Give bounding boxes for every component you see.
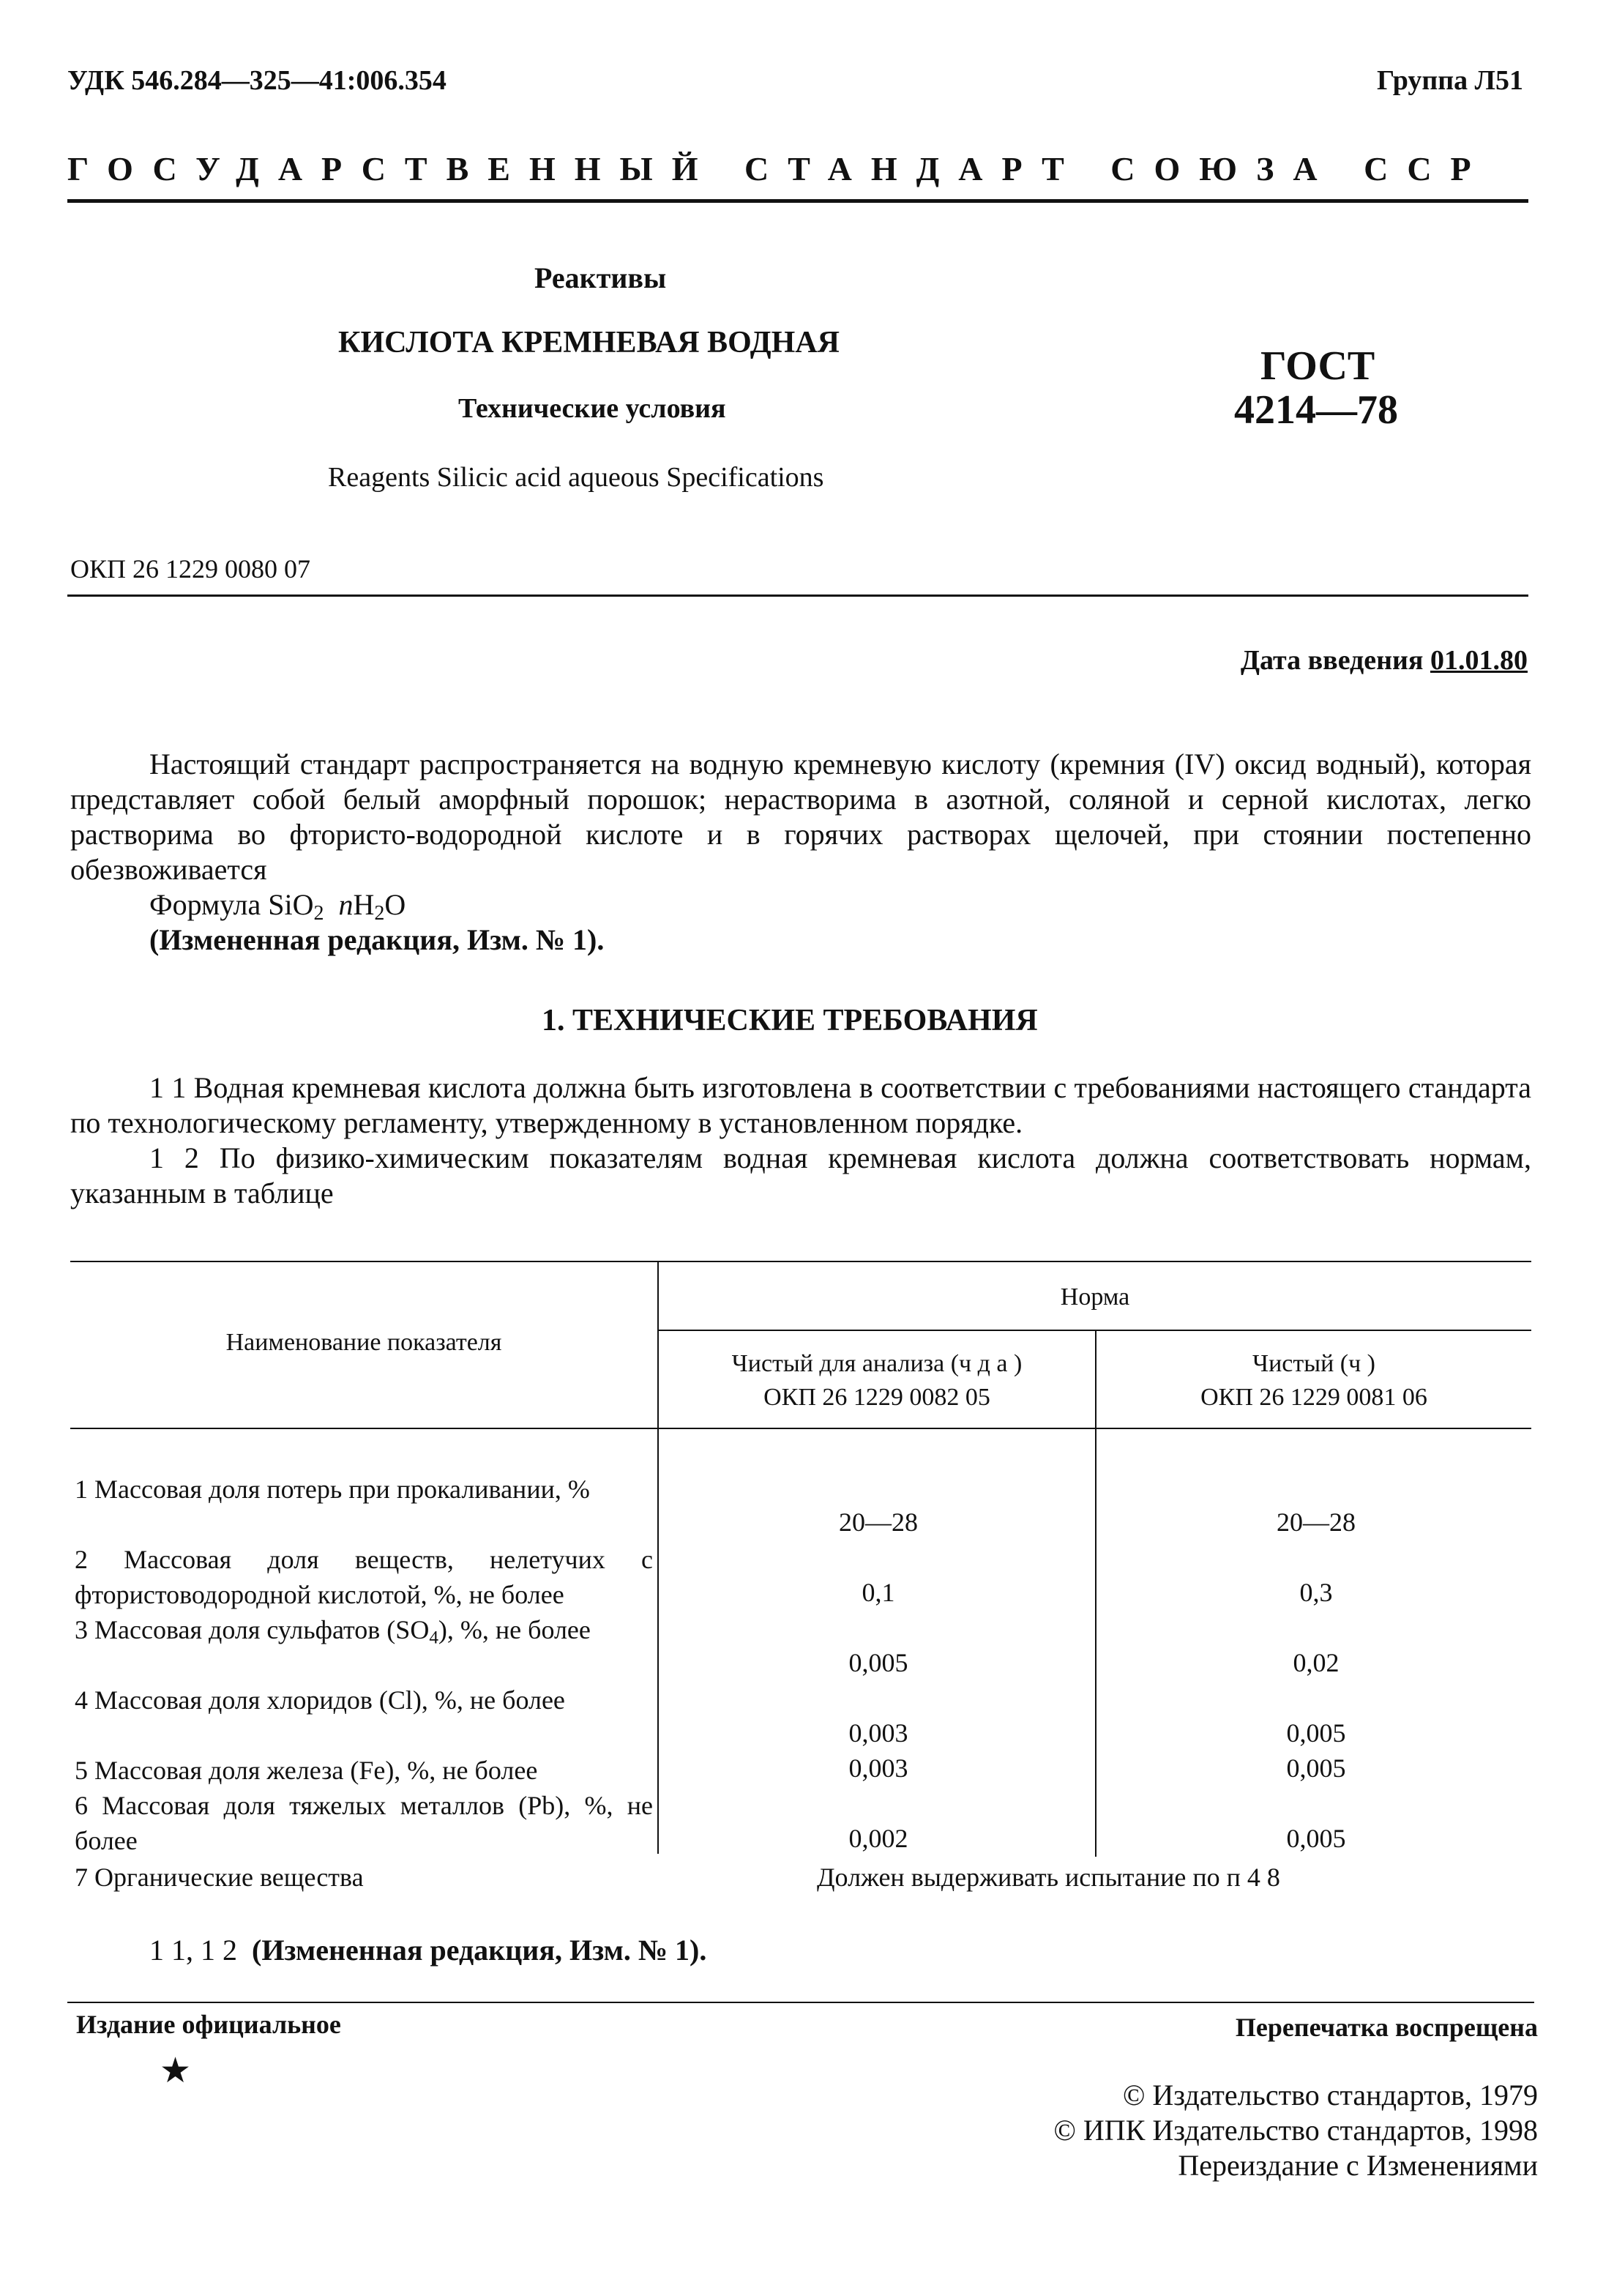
header-col-b-line2: ОКП 26 1229 0081 06 [1200, 1384, 1427, 1411]
intro-revision: (Измененная редакция, Изм. № 1). [149, 923, 605, 956]
formula-h-sub: 2 [374, 902, 385, 925]
table-row-2-name: 2 Массовая доля веществ, нелетучих с фтористоводородной кислотой, %, не более [75, 1545, 653, 1609]
section1-paragraphs [70, 1070, 1531, 1211]
paragraph-1-2: 1 2 По физико-химическим показателям водная кремневая кислота должна соответствовать нормам, указанным в таблице [70, 1141, 1531, 1210]
state-standard-banner: ГОСУДАРСТВЕННЫЙ СТАНДАРТ СОЮЗА ССР [67, 150, 1490, 187]
formula-label: Формула [149, 888, 261, 921]
table-row-3-a: 0,005 [848, 1648, 908, 1677]
table-top-rule [70, 1261, 1531, 1262]
footer-rule [67, 2002, 1534, 2003]
paragraph-1-1: 1 1 Водная кремневая кислота должна быть изготовлена в соответствии с требованиями настоящего стандарта по технологическому регламенту, утвержденному в установленном порядке. [70, 1071, 1531, 1139]
table-row-2-a: 0,1 [862, 1578, 895, 1607]
table-row-5-a: 0,003 [848, 1753, 908, 1783]
table-row-6-b: 0,005 [1286, 1824, 1346, 1853]
formula [70, 887, 1531, 925]
table-row-2-b: 0,3 [1299, 1578, 1333, 1607]
formula-o: O [384, 888, 406, 921]
table-row-5-name: 5 Массовая доля железа (Fe), %, не более [75, 1756, 538, 1785]
intro-paragraph [70, 747, 1531, 958]
udk-code: УДК 546.284—325—41:006.354 [67, 65, 447, 96]
copyright-1998: © ИПК Издательство стандартов, 1998 [1053, 2114, 1538, 2147]
note [149, 1933, 706, 1967]
formula-si: SiO [268, 888, 314, 921]
category-label: Реактивы [534, 261, 667, 294]
gost-label: ГОСТ [1260, 343, 1375, 389]
header-col-b-line1: Чистый (ч ) [1252, 1350, 1376, 1377]
copyright-1979: © Издательство стандартов, 1979 [1122, 2079, 1538, 2112]
star-icon: ★ [160, 2051, 192, 2090]
table-row-1-b: 20—28 [1277, 1507, 1356, 1537]
intro-date [1241, 644, 1528, 676]
table-row-3-name-sub: 4 [429, 1628, 438, 1648]
intro-date-value: 01.01.80 [1430, 645, 1528, 676]
english-title: Reagents Silicic acid aqueous Specifications [328, 462, 824, 493]
header-rule [67, 199, 1528, 203]
reissue-note: Переиздание с Изменениями [1178, 2149, 1538, 2182]
table-row-5-b: 0,005 [1286, 1753, 1346, 1783]
table-row-3-name-pre: 3 Массовая доля сульфатов (SO [75, 1615, 430, 1644]
formula-n: n [338, 888, 354, 921]
norm-sub-rule [657, 1330, 1531, 1331]
official-edition: Издание официальное [76, 2010, 341, 2039]
header-norm: Норма [1060, 1283, 1130, 1311]
table-row-7-name: 7 Органические вещества [75, 1863, 364, 1892]
table-row-6-name: 6 Массовая доля тяжелых металлов (Pb), %, не более [75, 1791, 653, 1855]
okp-code: ОКП 26 1229 0080 07 [70, 554, 311, 584]
table-row-7-merged: Должен выдерживать испытание по п 4 8 [817, 1863, 1280, 1892]
group-code: Группа Л51 [1376, 65, 1523, 96]
formula-si-sub: 2 [313, 902, 324, 925]
gost-number: 4214—78 [1234, 387, 1398, 433]
no-reprint: Перепечатка воспрещена [1235, 2013, 1538, 2042]
table-row-4-b: 0,005 [1286, 1718, 1346, 1748]
table-header-rule [70, 1428, 1531, 1429]
header-indicator-name: Наименование показателя [225, 1329, 502, 1356]
note-refs: 1 1, 1 2 [149, 1934, 237, 1967]
formula-h: H [353, 888, 375, 921]
section-heading: 1. ТЕХНИЧЕСКИЕ ТРЕБОВАНИЯ [542, 1004, 1038, 1037]
table-row-1-a: 20—28 [839, 1507, 918, 1537]
table-row-4-name: 4 Массовая доля хлоридов (Cl), %, не более [75, 1685, 565, 1715]
intro-date-label: Дата введения [1240, 645, 1424, 676]
table-row-3-b: 0,02 [1293, 1648, 1340, 1677]
header-col-a-line2: ОКП 26 1229 0082 05 [763, 1384, 990, 1411]
table-row-3-name [75, 1612, 653, 1647]
table-row-4-a: 0,003 [848, 1718, 908, 1748]
header-col-b [1096, 1347, 1531, 1414]
document-subtitle: Технические условия [458, 393, 726, 424]
intro-text: Настоящий стандарт распространяется на водную кремневую кислоту (кремния (IV) оксид водный), которая представляет собой белый аморфный порошок; нерастворима в азотной, соляной и серной кислотах, легко растворима во фтористо-водородной кислоте и в горячих растворах щелочей, при стоянии постепенно обезвоживается [70, 748, 1531, 886]
note-text: (Измененная редакция, Изм. № 1). [252, 1934, 707, 1967]
header-col-a [659, 1347, 1095, 1414]
table-row-1-name: 1 Массовая доля потерь при прокаливании, % [75, 1475, 590, 1504]
table-row-6-a: 0,002 [848, 1824, 908, 1853]
table-row-3-name-post: ), %, не более [438, 1615, 591, 1644]
header-col-a-line1: Чистый для анализа (ч д а ) [731, 1350, 1023, 1377]
document-title: КИСЛОТА КРЕМНЕВАЯ ВОДНАЯ [338, 326, 840, 359]
title-rule [67, 594, 1528, 597]
